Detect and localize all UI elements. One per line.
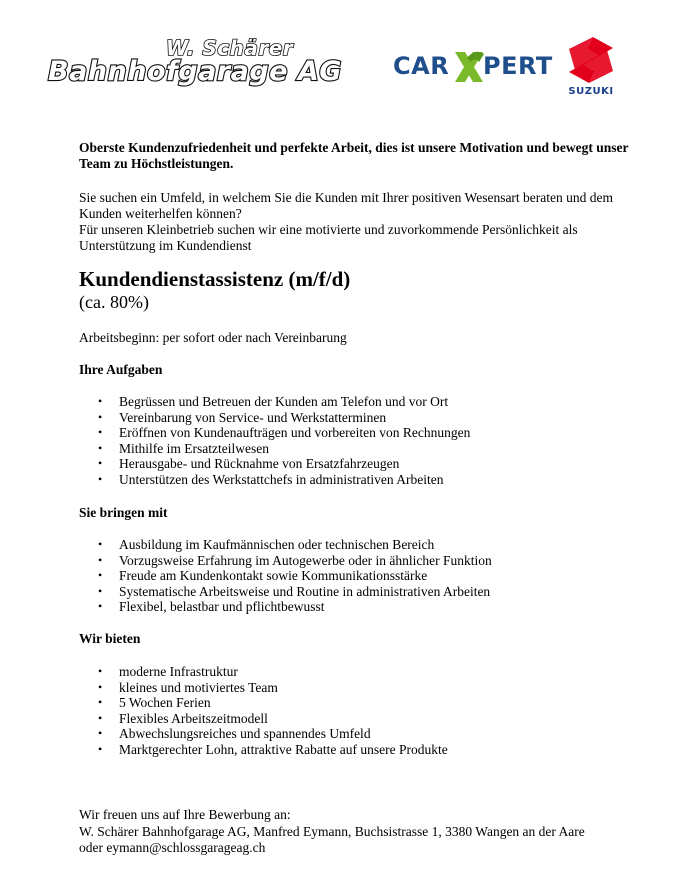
- carxpert-logo-part1: CAR: [393, 52, 450, 80]
- suzuki-logo-word: SUZUKI: [568, 86, 614, 97]
- intro-para-2: Für unseren Kleinbetrieb suchen wir eine motivierte und zuvorkommende Persönlichkeit als Unterstützung im Kundendienst: [79, 222, 578, 253]
- intro-para-1: Sie suchen ein Umfeld, in welchem Sie die Kunden mit Ihrer positiven Wesensart beraten und dem Kunden weiterhelfen können?: [79, 190, 614, 221]
- offer-list: [79, 664, 448, 758]
- list-item: • Vorzugsweise Erfahrung im Autogewerbe oder in ähnlicher Funktion: [98, 552, 492, 568]
- list-item: • Herausgabe- und Rücknahme von Ersatzfahrzeugen: [98, 456, 400, 472]
- list-item: • Unterstützen des Werkstattchefs in administrativen Arbeiten: [98, 471, 444, 487]
- intro-paragraph: [79, 190, 639, 254]
- closing-email: oder eymann@schlossgarageag.ch: [79, 840, 266, 855]
- company-logo-line2: Bahnhofgarage AG: [48, 56, 342, 87]
- list-item: • Abwechslungsreiches und spannendes Umfeld: [98, 726, 371, 742]
- carxpert-x-icon: [453, 50, 485, 84]
- intro-bold-text: Oberste Kundenzufriedenheit und perfekte Arbeit, dies ist unsere Motivation und bewegt unser Team zu Höchstleistungen.: [79, 140, 629, 171]
- list-item: • Flexibles Arbeitszeitmodell: [98, 710, 268, 726]
- company-logo: [48, 36, 342, 94]
- list-item: • 5 Wochen Ferien: [98, 695, 211, 711]
- requirements-heading: Sie bringen mit: [79, 505, 168, 520]
- list-item: • Flexibel, belastbar und pflichtbewusst: [98, 599, 325, 615]
- closing-line-2: W. Schärer Bahnhofgarage AG, Manfred Eymann, Buchsistrasse 1, 3380 Wangen an der Aare: [79, 823, 585, 839]
- start-date: Arbeitsbeginn: per sofort oder nach Vereinbarung: [79, 330, 347, 345]
- list-item: • moderne Infrastruktur: [98, 664, 238, 679]
- suzuki-logo: [562, 36, 620, 98]
- list-item: • kleines und motiviertes Team: [98, 679, 278, 695]
- list-item: • Vereinbarung von Service- und Werkstatterminen: [98, 409, 387, 425]
- list-item: • Mithilfe im Ersatzteilwesen: [98, 440, 269, 456]
- job-title: Kundendienstassistenz (m/f/d): [79, 267, 351, 291]
- offer-heading: Wir bieten: [79, 631, 141, 646]
- list-item: • Marktgerechter Lohn, attraktive Rabatte auf unsere Produkte: [98, 741, 448, 757]
- tasks-heading: Ihre Aufgaben: [79, 362, 163, 377]
- list-item: • Begrüssen und Betreuen der Kunden am Telefon und vor Ort: [98, 394, 449, 409]
- list-item: • Freude am Kundenkontakt sowie Kommunikationsstärke: [98, 568, 428, 584]
- closing-contact: [79, 807, 585, 857]
- requirements-list: [79, 537, 492, 615]
- list-item: • Eröffnen von Kundenaufträgen und vorbereiten von Rechnungen: [98, 425, 471, 441]
- carxpert-logo-part2: PERT: [483, 52, 553, 80]
- suzuki-s-icon: [566, 36, 616, 84]
- tasks-list: [79, 394, 470, 488]
- company-logo-line1: W. Schärer: [166, 36, 294, 60]
- list-item: • Systematische Arbeitsweise und Routine in administrativen Arbeiten: [98, 583, 491, 599]
- job-percent: (ca. 80%): [79, 292, 149, 312]
- list-item: • Ausbildung im Kaufmännischen oder technischen Bereich: [98, 537, 435, 552]
- closing-line-1: Wir freuen uns auf Ihre Bewerbung an:: [79, 807, 291, 822]
- carxpert-logo: [393, 50, 553, 86]
